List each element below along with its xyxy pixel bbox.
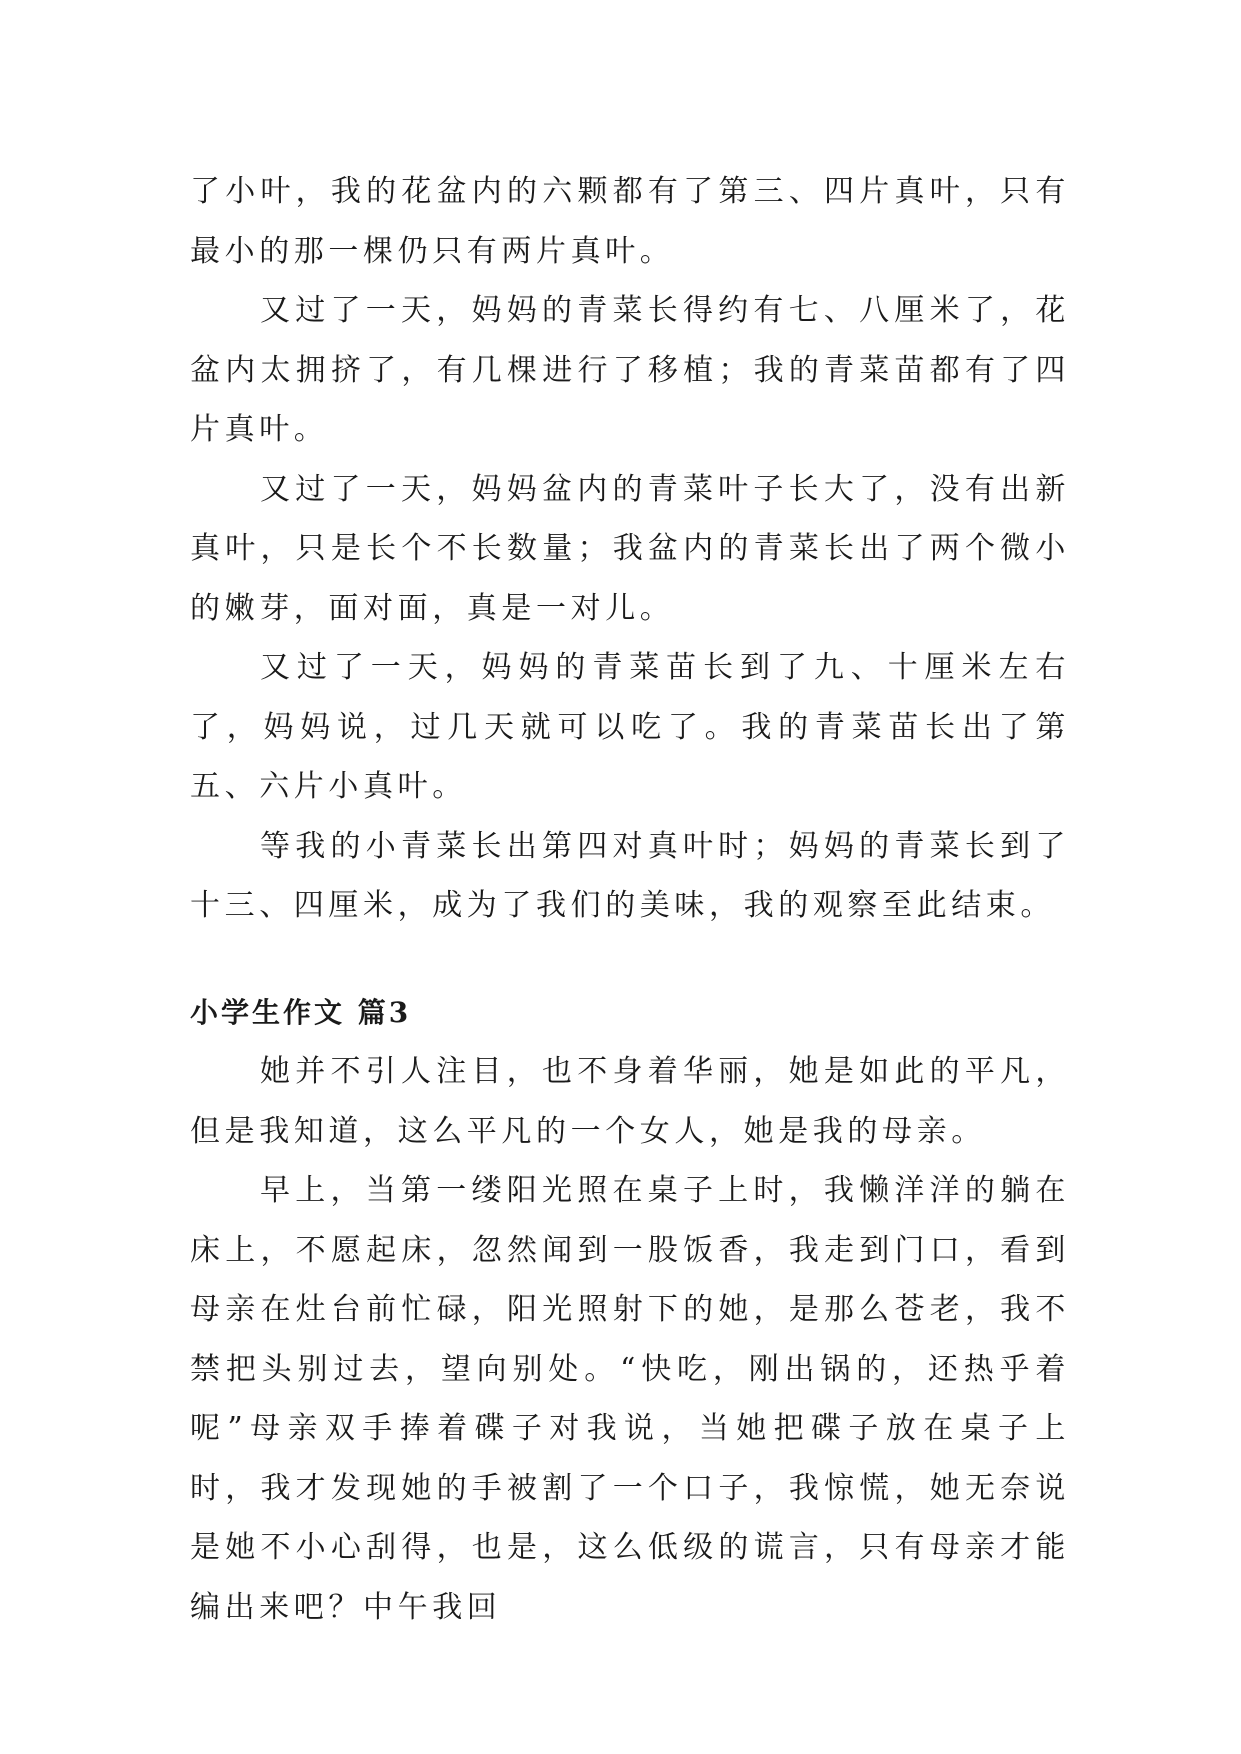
paragraph-1: 了小叶，我的花盆内的六颗都有了第三、四片真叶，只有最小的那一棵仍只有两片真叶。 [190,174,1070,269]
paragraph-7: 早上，当第一缕阳光照在桌子上时，我懒洋洋的躺在床上，不愿起床，忽然闻到一股饭香，我走到门口，看到母亲在灶台前忙碌，阳光照射下的她，是那么苍老，我不禁把头别过去，望向别处。“快吃，刚出锅的，还热乎着呢”母亲双手捧着碟子对我说，当她把碟子放在桌子上时，我才发现她的手被割了一个口子，我惊慌，她无奈说是她不小心刮得，也是，这么低级的谎言，只有母亲才能编出来吧？中午我回 [190,1173,1070,1625]
document-page [190,162,1070,1637]
paragraph-3: 又过了一天，妈妈盆内的青菜叶子长大了，没有出新真叶，只是长个不长数量；我盆内的青菜长出了两个微小的嫩芽，面对面，真是一对儿。 [190,471,1070,626]
paragraph-2: 又过了一天，妈妈的青菜长得约有七、八厘米了，花盆内太拥挤了，有几棵进行了移植；我的青菜苗都有了四片真叶。 [190,293,1070,447]
paragraph-4: 又过了一天，妈妈的青菜苗长到了九、十厘米左右了，妈妈说，过几天就可以吃了。我的青菜苗长出了第五、六片小真叶。 [190,650,1070,804]
paragraph-6: 她并不引人注目，也不身着华丽，她是如此的平凡，但是我知道，这么平凡的一个女人，她是我的母亲。 [190,1054,1070,1149]
paragraph-5: 等我的小青菜长出第四对真叶时；妈妈的青菜长到了十三、四厘米，成为了我们的美味，我的观察至此结束。 [190,828,1070,923]
section-heading: 小学生作文 篇3 [190,995,412,1029]
